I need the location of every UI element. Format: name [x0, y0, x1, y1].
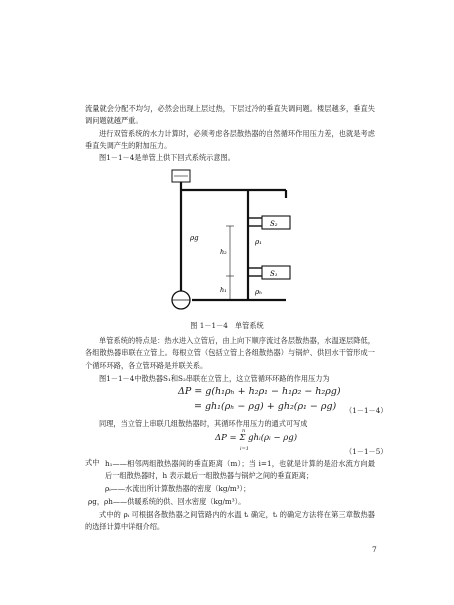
label-rho-g: ρg [190, 234, 199, 242]
label-rho-1: ρ₁ [255, 238, 262, 246]
paragraph-6: 同理，当立管上串联几组散热器时，其循环作用压力的通式可写成 [99, 419, 308, 428]
figure-caption: 图 1－1－4 单管系统 [190, 321, 264, 330]
equation-1-line-2: = gh₁(ρₕ − ρg) + gh₂(ρ₁ − ρg) [194, 401, 337, 412]
label-s1: S₁ [270, 270, 278, 278]
label-h2: h₂ [220, 248, 227, 256]
single-pipe-system-figure [160, 168, 300, 320]
where-h-definition: h₁——相邻两组散热器间的垂直距离（m）；当 i=1，也就是计算的是沿水流方向最后一组散热器时，h 表示最后一组散热器与锅炉之间的垂直距离； [105, 459, 375, 481]
paragraph-7: 式中的 ρᵢ 可根据各散热器之间管路内的水温 tᵢ 确定，tᵢ 的确定方法将在第三章散热器的选择计算中详细介绍。 [85, 510, 375, 532]
paragraph-5: 图1－1－4中散热器S₁和S₂串联在立管上，这立管循环环路的作用压力为 [99, 374, 330, 383]
paragraph-3: 图1－1－4是单管上供下回式系统示意图。 [99, 153, 235, 162]
where-label: 式中 [85, 458, 100, 467]
paragraph-2: 进行双管系统的水力计算时，必须考虑各层散热器的自然循环作用压力差，也就是考虑垂直失调产生的附加压力。 [85, 129, 375, 151]
equation-2-number: （1－1－5） [345, 447, 388, 456]
equation-2-sum-bottom: i=1 [240, 446, 249, 452]
where-rho-definition: ρᵢ——水流出所计算散热器的密度（kg/m³）； [105, 484, 251, 493]
paragraph-4: 单管系统的特点是：热水进入立管后，由上向下顺序流过各层散热器，水温逐层降低，各组散热器串联在立管上。每根立管（包括立管上各组散热器）与锅炉、供回水干管形成一个循环环路，各立管环路是并联关系。 [85, 336, 375, 370]
page-number: 7 [372, 545, 377, 554]
label-h1: h₁ [220, 286, 227, 294]
label-rho-h: ρₕ [255, 288, 263, 296]
label-s2: S₂ [270, 220, 278, 228]
equation-1-line-1: ΔP = g(h₁ρₕ + h₂ρ₁ − h₁ρ₂ − h₂ρg) [178, 386, 341, 397]
equation-2: ΔP = Σ ghᵢ(ρᵢ − ρg) [215, 433, 298, 443]
paragraph-1: 流量就会分配不均匀，必然会出现上层过热，下层过冷的垂直失调问题。楼层越多，垂直失调问题就越严重。 [85, 104, 375, 126]
equation-2-sum-top: n [242, 428, 246, 434]
where-rho-g-h-definition: ρg，ρh——供暖系统的供、回水密度（kg/m³）。 [88, 497, 246, 506]
equation-1-number: （1－1－4） [345, 406, 388, 415]
